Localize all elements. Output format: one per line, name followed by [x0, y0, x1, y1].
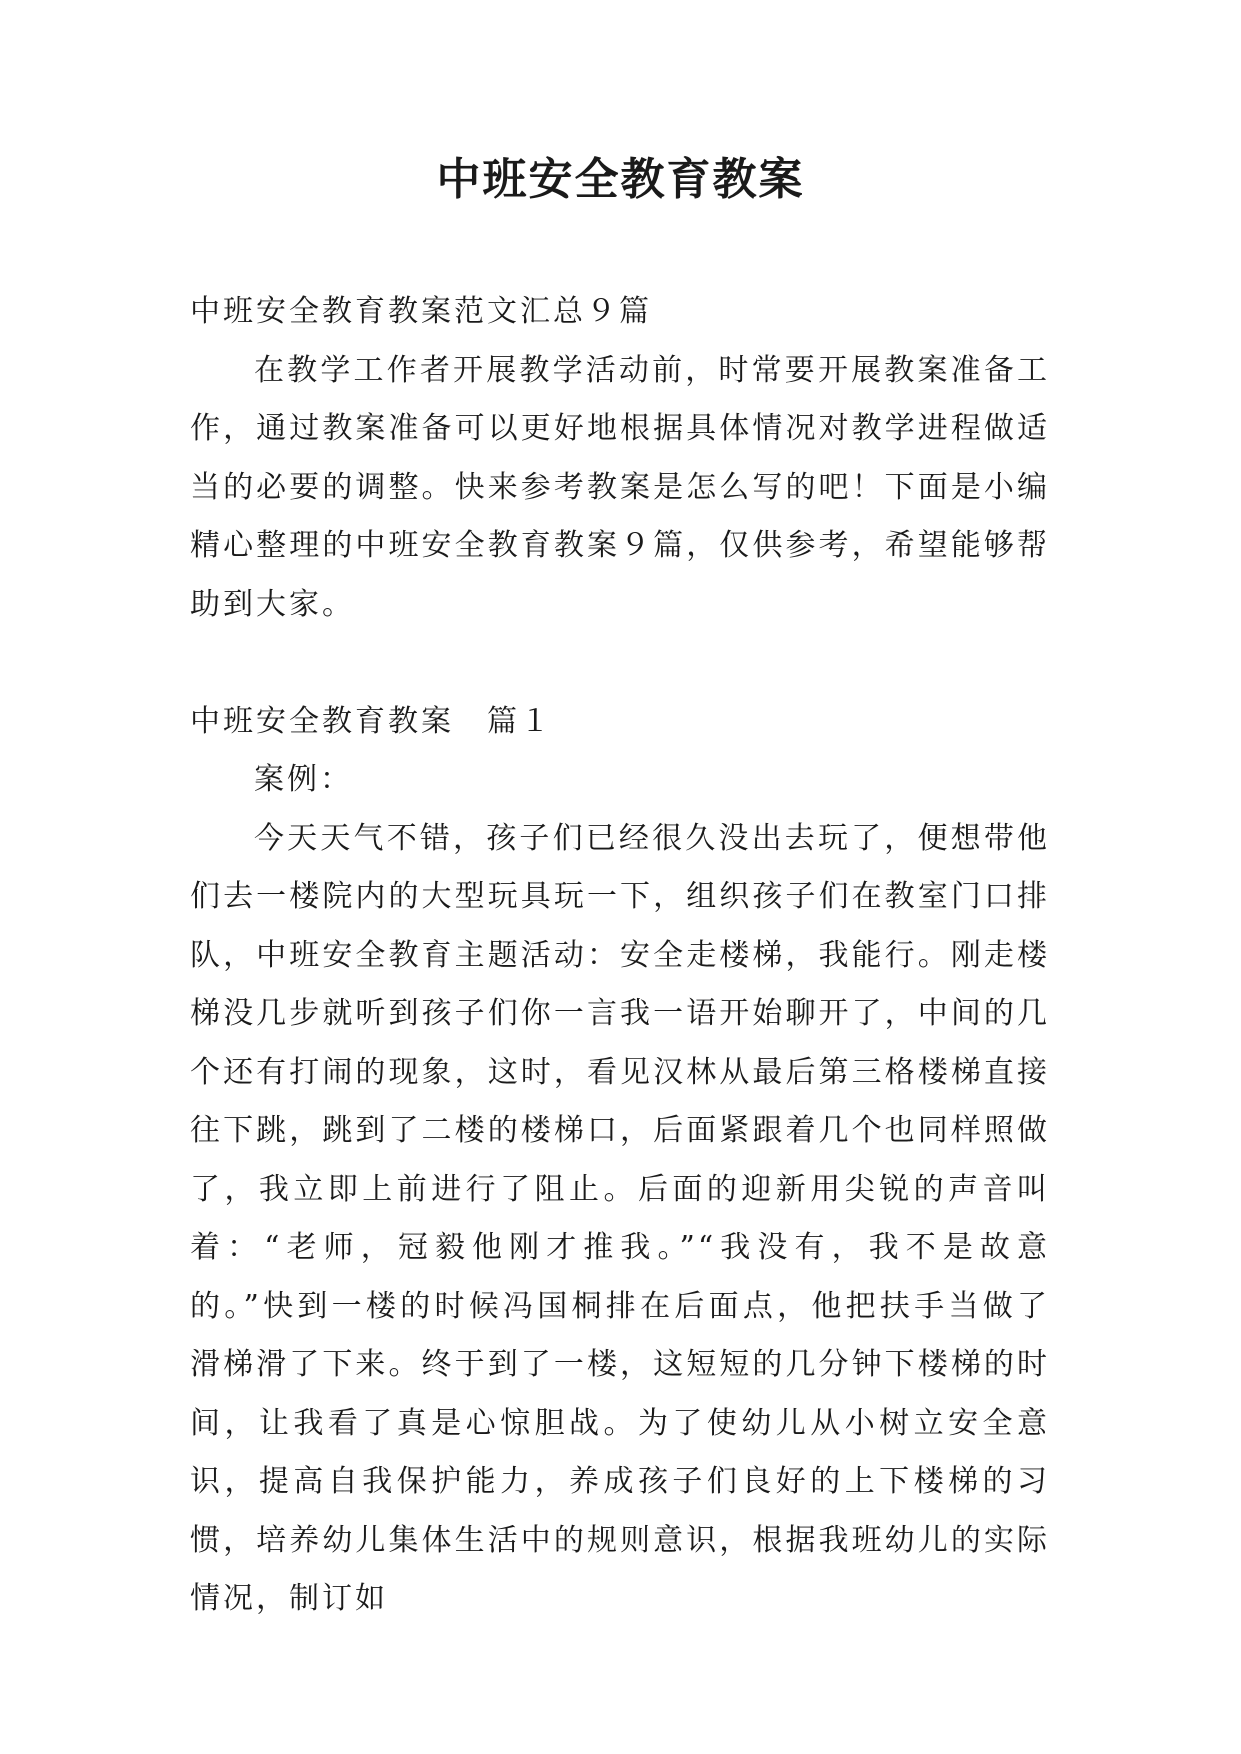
document-title: 中班安全教育教案 [436, 154, 805, 205]
paragraph-spacer [190, 634, 1050, 693]
document-subtitle: 中班安全教育教案范文汇总９篇 [190, 294, 652, 329]
case-label: 案例： [254, 762, 353, 797]
intro-paragraph: 在教学工作者开展教学活动前，时常要开展教案准备工作，通过教案准备可以更好地根据具体情况对教学进程做适当的必要的调整。快来参考教案是怎么写的吧！下面是小编精心整理的中班安全教育教案９篇，仅供参考，希望能够帮助到大家。 [190, 352, 1050, 622]
section-heading: 中班安全教育教案 篇１ [190, 703, 553, 739]
document-body [190, 283, 1050, 1629]
case-paragraph: 今天天气不错，孩子们已经很久没出去玩了，便想带他们去一楼院内的大型玩具玩一下，组织孩子们在教室门口排队，中班安全教育主题活动：安全走楼梯，我能行。刚走楼梯没几步就听到孩子们你一言我一语开始聊开了，中间的几个还有打闹的现象，这时，看见汉林从最后第三格楼梯直接往下跳，跳到了二楼的楼梯口，后面紧跟着几个也同样照做了，我立即上前进行了阻止。后面的迎新用尖锐的声音叫着：“老师，冠毅他刚才推我。”“我没有，我不是故意的。”快到一楼的时候冯国桐排在后面点，他把扶手当做了滑梯滑了下来。终于到了一楼，这短短的几分钟下楼梯的时间，让我看了真是心惊胆战。为了使幼儿从小树立安全意识，提高自我保护能力，养成孩子们良好的上下楼梯的习惯，培养幼儿集体生活中的规则意识，根据我班幼儿的实际情况，制订如 [190, 820, 1050, 1616]
